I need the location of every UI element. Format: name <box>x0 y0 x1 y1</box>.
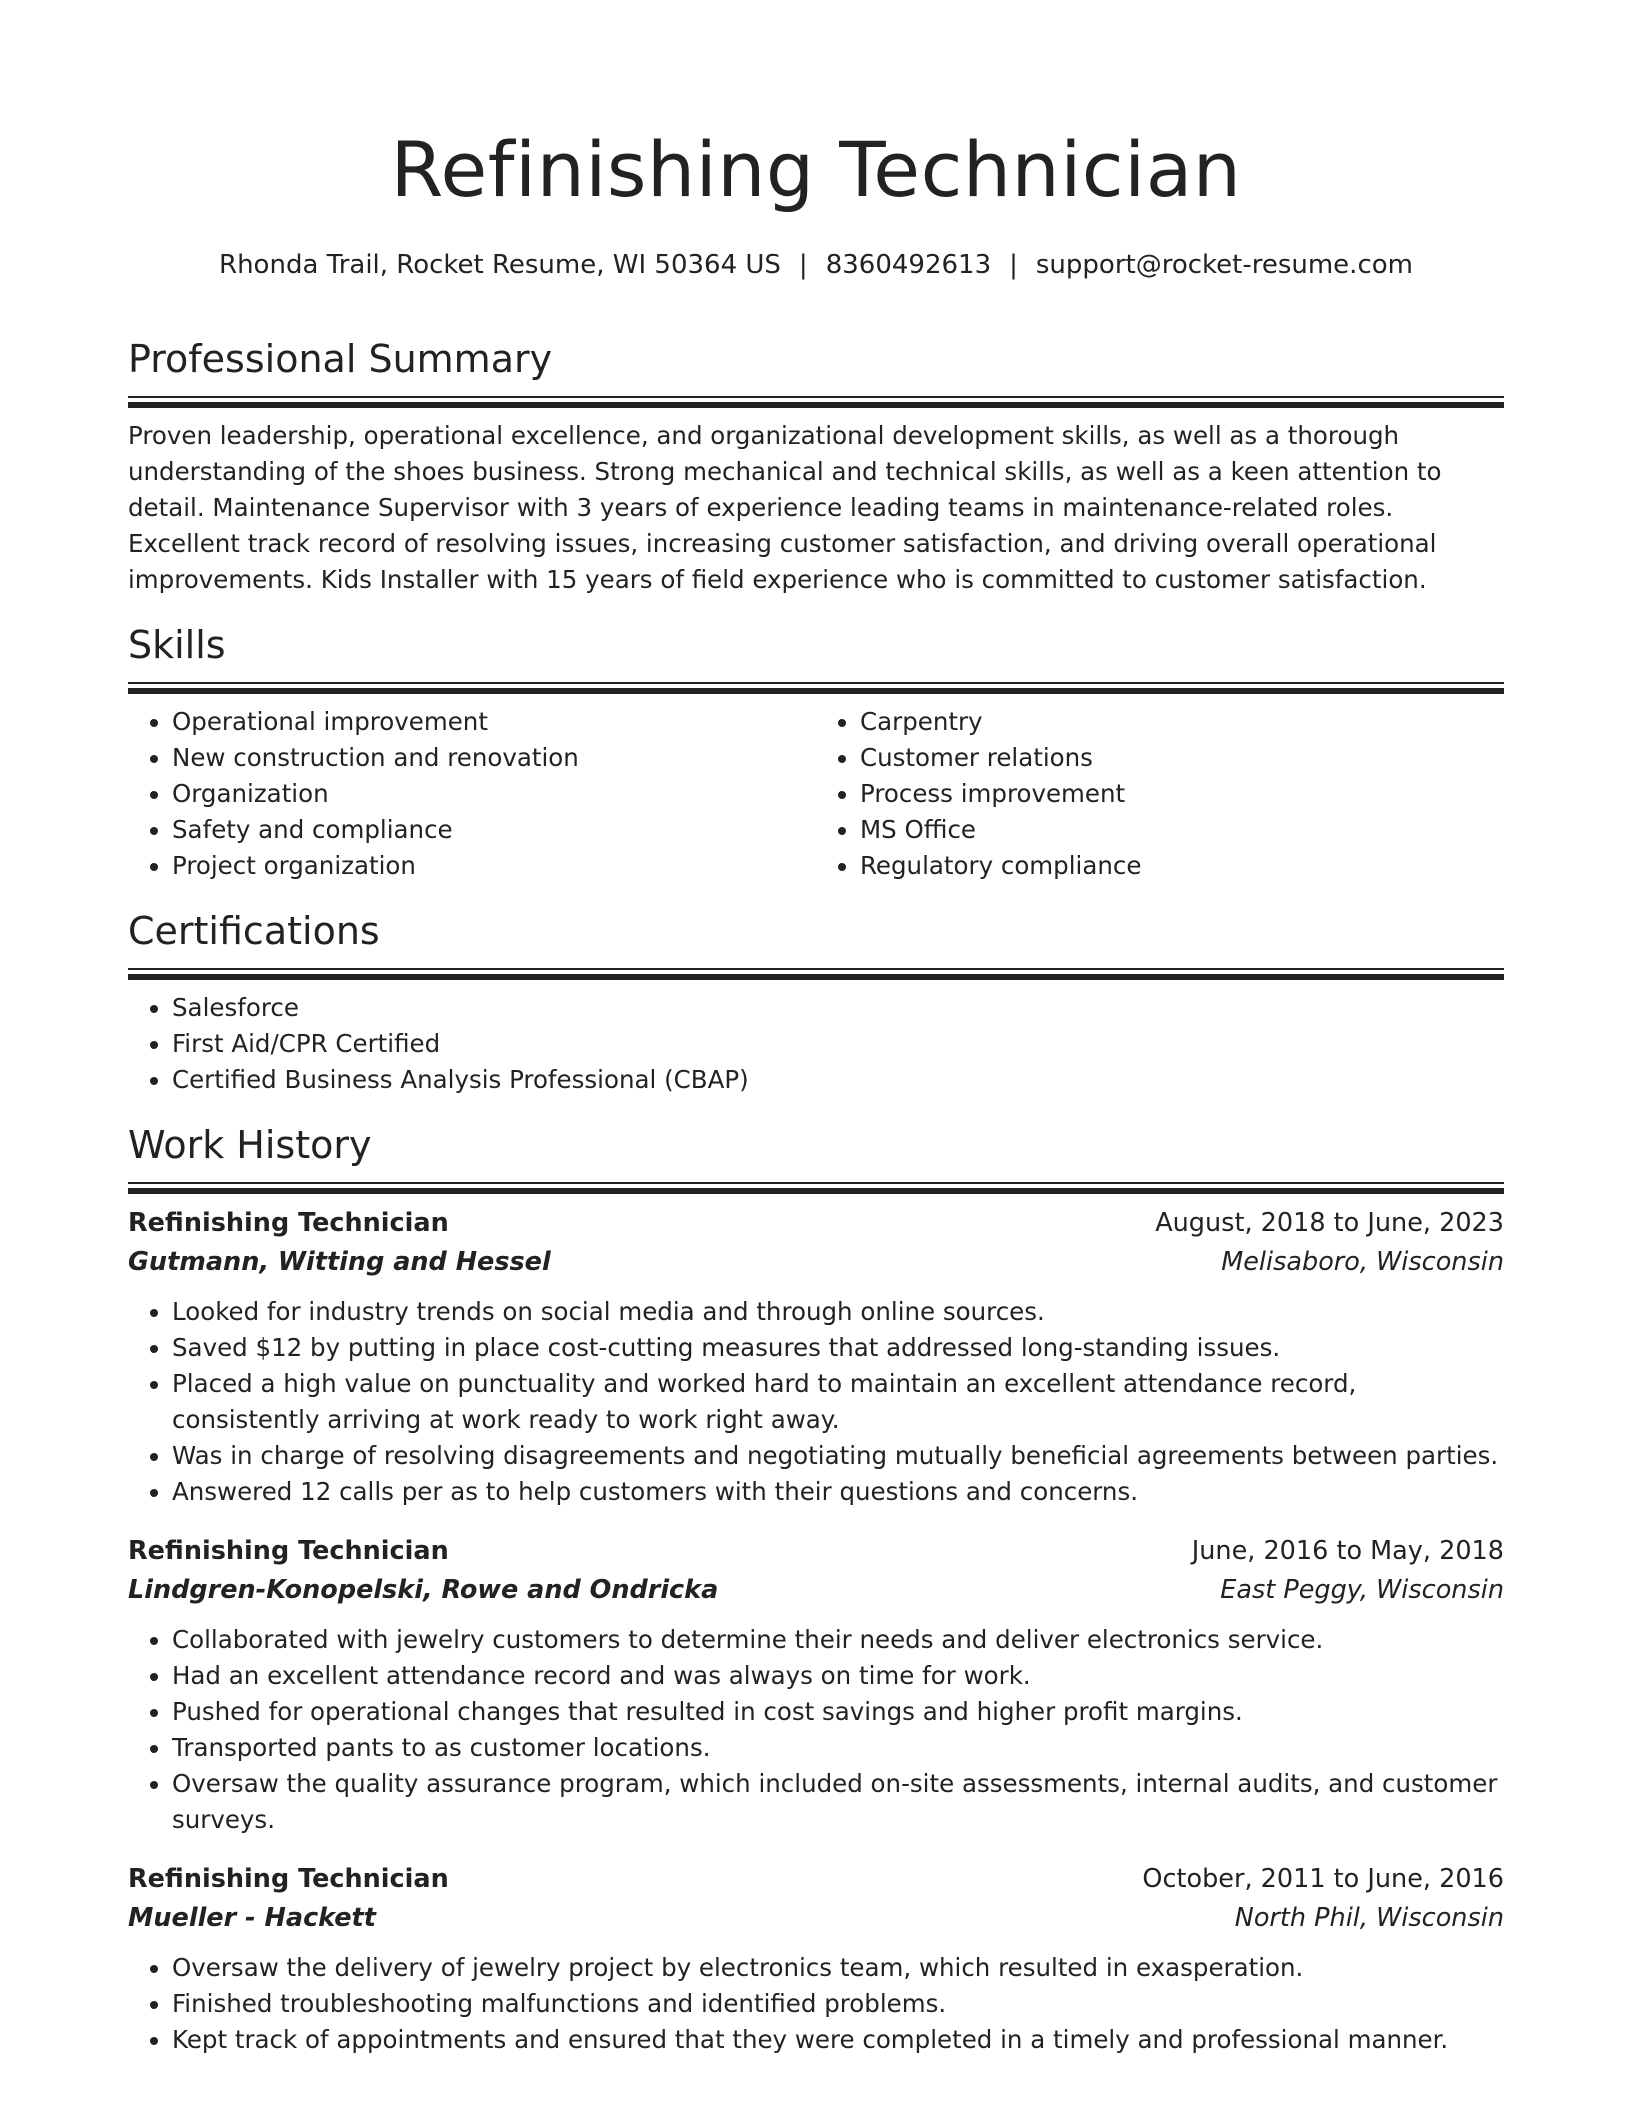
section-divider <box>128 682 1504 690</box>
certification-item: • Salesforce <box>172 990 1504 1026</box>
contact-email: support@rocket-resume.com <box>1035 250 1413 280</box>
job-title: Refinishing Technician <box>128 1536 449 1566</box>
job-bullet: • Oversaw the quality assurance program, which included on-site assessments, internal audits, and customer surveys. <box>172 1766 1504 1838</box>
job-location: North Phil, Wisconsin <box>1234 1903 1504 1933</box>
certification-item: • First Aid/CPR Certified <box>172 1026 1504 1062</box>
skill-item: • Organization <box>172 776 816 812</box>
job-location: East Peggy, Wisconsin <box>1220 1575 1504 1605</box>
job-bullet: • Looked for industry trends on social media and through online sources. <box>172 1294 1504 1330</box>
job-bullet: • Saved $12 by putting in place cost-cutting measures that addressed long-standing issues. <box>172 1330 1504 1366</box>
section-divider <box>128 1182 1504 1190</box>
work-history-title: Work History <box>128 1123 372 1167</box>
job-bullet: • Finished troubleshooting malfunctions and identified problems. <box>172 1986 1504 2022</box>
work-history-section <box>128 1120 1504 2058</box>
skill-item: • Safety and compliance <box>172 812 816 848</box>
certifications-title: Certifications <box>128 909 380 953</box>
job-entry <box>128 1204 1504 1510</box>
job-bullet: • Had an excellent attendance record and was always on time for work. <box>172 1658 1504 1694</box>
job-bullets <box>128 1622 1504 1838</box>
skills-title: Skills <box>128 623 226 667</box>
skills-column-left <box>128 704 816 884</box>
job-bullet: • Was in charge of resolving disagreements and negotiating mutually beneficial agreements between parties. <box>172 1438 1504 1474</box>
skill-item: • Regulatory compliance <box>860 848 1504 884</box>
job-bullet: • Transported pants to as customer locations. <box>172 1730 1504 1766</box>
contact-phone: 8360492613 <box>825 250 992 280</box>
job-entry <box>128 1860 1504 2058</box>
job-bullet: • Answered 12 calls per as to help customers with their questions and concerns. <box>172 1474 1504 1510</box>
certification-item: • Certified Business Analysis Professional (CBAP) <box>172 1062 1504 1098</box>
skill-item: • MS Office <box>860 812 1504 848</box>
job-company: Mueller - Hackett <box>128 1903 376 1933</box>
skills-column-right <box>816 704 1504 884</box>
job-bullets <box>128 1950 1504 2058</box>
contact-line <box>128 248 1504 282</box>
summary-text: Proven leadership, operational excellence, and organizational development skills, as well as a thorough understanding of the shoes business. Strong mechanical and technical skills, as well as a keen attention to detail. Maintenance Supervisor with 3 years of experience leading teams in maintenance-related roles. Excellent track record of resolving issues, increasing customer satisfaction, and driving overall operational improvements. Kids Installer with 15 years of field experience who is committed to customer satisfaction. <box>128 421 1442 594</box>
candidate-name: Refinishing Technician <box>390 125 1242 214</box>
skill-item: • New construction and renovation <box>172 740 816 776</box>
skill-item: • Process improvement <box>860 776 1504 812</box>
skill-item: • Project organization <box>172 848 816 884</box>
skills-grid <box>128 704 1504 884</box>
job-company: Lindgren-Konopelski, Rowe and Ondricka <box>128 1575 719 1605</box>
section-divider <box>128 968 1504 976</box>
job-bullet: • Oversaw the delivery of jewelry project by electronics team, which resulted in exasperation. <box>172 1950 1504 1986</box>
job-title: Refinishing Technician <box>128 1208 449 1238</box>
certifications-list <box>128 990 1504 1098</box>
job-bullet: • Collaborated with jewelry customers to determine their needs and deliver electronics service. <box>172 1622 1504 1658</box>
job-bullet: • Placed a high value on punctuality and worked hard to maintain an excellent attendance record, consistently arriving at work ready to work right away. <box>172 1366 1504 1438</box>
job-title: Refinishing Technician <box>128 1864 449 1894</box>
skill-item: • Carpentry <box>860 704 1504 740</box>
summary-section <box>128 334 1504 598</box>
job-bullet: • Kept track of appointments and ensured that they were completed in a timely and professional manner. <box>172 2022 1504 2058</box>
job-company: Gutmann, Witting and Hessel <box>128 1247 551 1277</box>
skill-item: • Customer relations <box>860 740 1504 776</box>
job-dates: October, 2011 to June, 2016 <box>1142 1864 1504 1894</box>
contact-separator: | <box>1009 250 1018 280</box>
skills-section <box>128 620 1504 884</box>
contact-separator: | <box>798 250 808 280</box>
skill-item: • Operational improvement <box>172 704 816 740</box>
job-bullets <box>128 1294 1504 1510</box>
resume-header <box>128 120 1504 282</box>
job-location: Melisaboro, Wisconsin <box>1221 1247 1504 1277</box>
certifications-section <box>128 906 1504 1098</box>
contact-address: Rhonda Trail, Rocket Resume, WI 50364 US <box>219 250 781 280</box>
job-bullet: • Pushed for operational changes that resulted in cost savings and higher profit margins. <box>172 1694 1504 1730</box>
job-dates: June, 2016 to May, 2018 <box>1191 1536 1504 1566</box>
summary-title: Professional Summary <box>128 337 553 381</box>
job-entry <box>128 1532 1504 1838</box>
section-divider <box>128 396 1504 404</box>
job-dates: August, 2018 to June, 2023 <box>1155 1208 1504 1238</box>
